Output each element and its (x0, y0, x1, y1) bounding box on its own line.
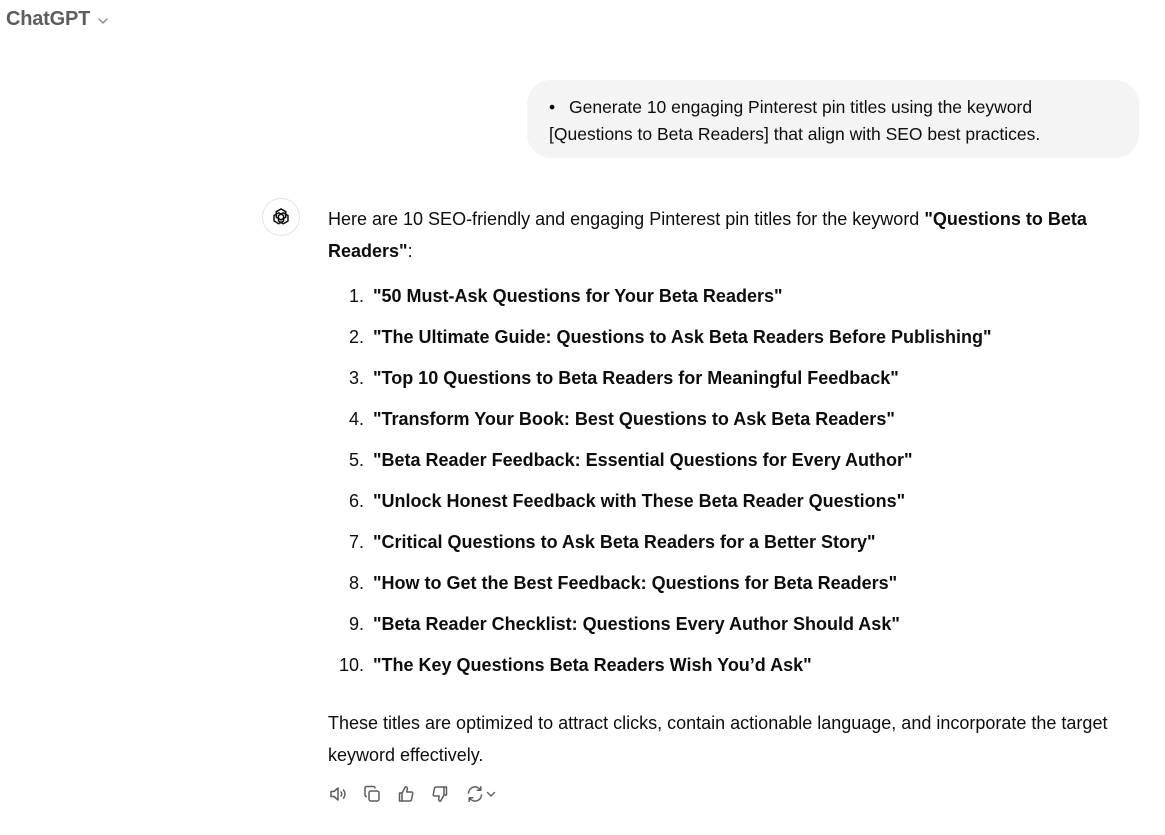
item-number: 3. (348, 367, 364, 388)
list-item (328, 603, 1128, 644)
user-message-line (549, 94, 1119, 121)
list-item (328, 644, 1128, 685)
list-item (328, 316, 1128, 357)
item-text: "Transform Your Book: Best Questions to Ask Beta Readers" (373, 408, 895, 429)
list-item (328, 398, 1128, 439)
thumbs-up-button[interactable] (394, 782, 418, 806)
list-item (328, 439, 1128, 480)
chevron-down-icon (485, 788, 497, 800)
list-item (328, 562, 1128, 603)
chevron-down-icon (96, 14, 110, 28)
message-actions (326, 782, 500, 806)
item-text: "Top 10 Questions to Beta Readers for Meaningful Feedback" (373, 367, 899, 388)
item-text: "The Ultimate Guide: Questions to Ask Beta Readers Before Publishing" (373, 326, 992, 347)
thumbs-up-icon (396, 784, 416, 804)
item-number: 10. (338, 654, 364, 675)
read-aloud-icon (328, 784, 348, 804)
item-text: "The Key Questions Beta Readers Wish You’d Ask" (373, 654, 812, 675)
list-item (328, 275, 1128, 316)
thumbs-down-button[interactable] (428, 782, 452, 806)
list-item (328, 357, 1128, 398)
thumbs-down-icon (430, 784, 450, 804)
user-message-line (549, 121, 1119, 148)
copy-button[interactable] (360, 782, 384, 806)
item-text: "50 Must-Ask Questions for Your Beta Readers" (373, 285, 783, 306)
copy-icon (362, 784, 382, 804)
item-number: 4. (348, 408, 364, 429)
model-selector[interactable] (6, 8, 110, 31)
intro-text: Here are 10 SEO-friendly and engaging Pinterest pin titles for the keyword (328, 209, 925, 229)
read-aloud-button[interactable] (326, 782, 350, 806)
item-text: "Beta Reader Checklist: Questions Every Author Should Ask" (373, 613, 900, 634)
list-item (328, 521, 1128, 562)
item-number: 9. (348, 613, 364, 634)
item-text: "Beta Reader Feedback: Essential Questions for Every Author" (373, 449, 913, 470)
bullet: • (549, 97, 556, 117)
item-text: "Unlock Honest Feedback with These Beta Reader Questions" (373, 490, 906, 511)
intro-tail: : (407, 241, 413, 261)
item-text: "Critical Questions to Ask Beta Readers for a Better Story" (373, 531, 876, 552)
item-number: 5. (348, 449, 364, 470)
item-number: 1. (348, 285, 364, 306)
user-message (527, 80, 1139, 158)
assistant-message (328, 203, 1128, 771)
regenerate-icon (465, 784, 485, 804)
pin-title-list (328, 275, 1128, 685)
openai-logo-icon (270, 206, 292, 228)
intro-keyword: "Questions to Beta Readers" (328, 209, 1087, 261)
item-number: 2. (348, 326, 364, 347)
user-message-text: Generate 10 engaging Pinterest pin titles using the keyword (569, 97, 1033, 117)
assistant-avatar (262, 198, 300, 236)
regenerate-button[interactable] (462, 782, 500, 806)
list-item (328, 480, 1128, 521)
item-text: "How to Get the Best Feedback: Questions for Beta Readers" (373, 572, 898, 593)
user-message-text: [Questions to Beta Readers] that align with SEO best practices. (549, 124, 1041, 144)
item-number: 6. (348, 490, 364, 511)
item-number: 8. (348, 572, 364, 593)
assistant-intro (328, 203, 1128, 267)
item-number: 7. (348, 531, 364, 552)
app-title: ChatGPT (6, 8, 91, 30)
assistant-outro: These titles are optimized to attract clicks, contain actionable language, and incorporate the target keyword effectively. (328, 713, 1108, 765)
